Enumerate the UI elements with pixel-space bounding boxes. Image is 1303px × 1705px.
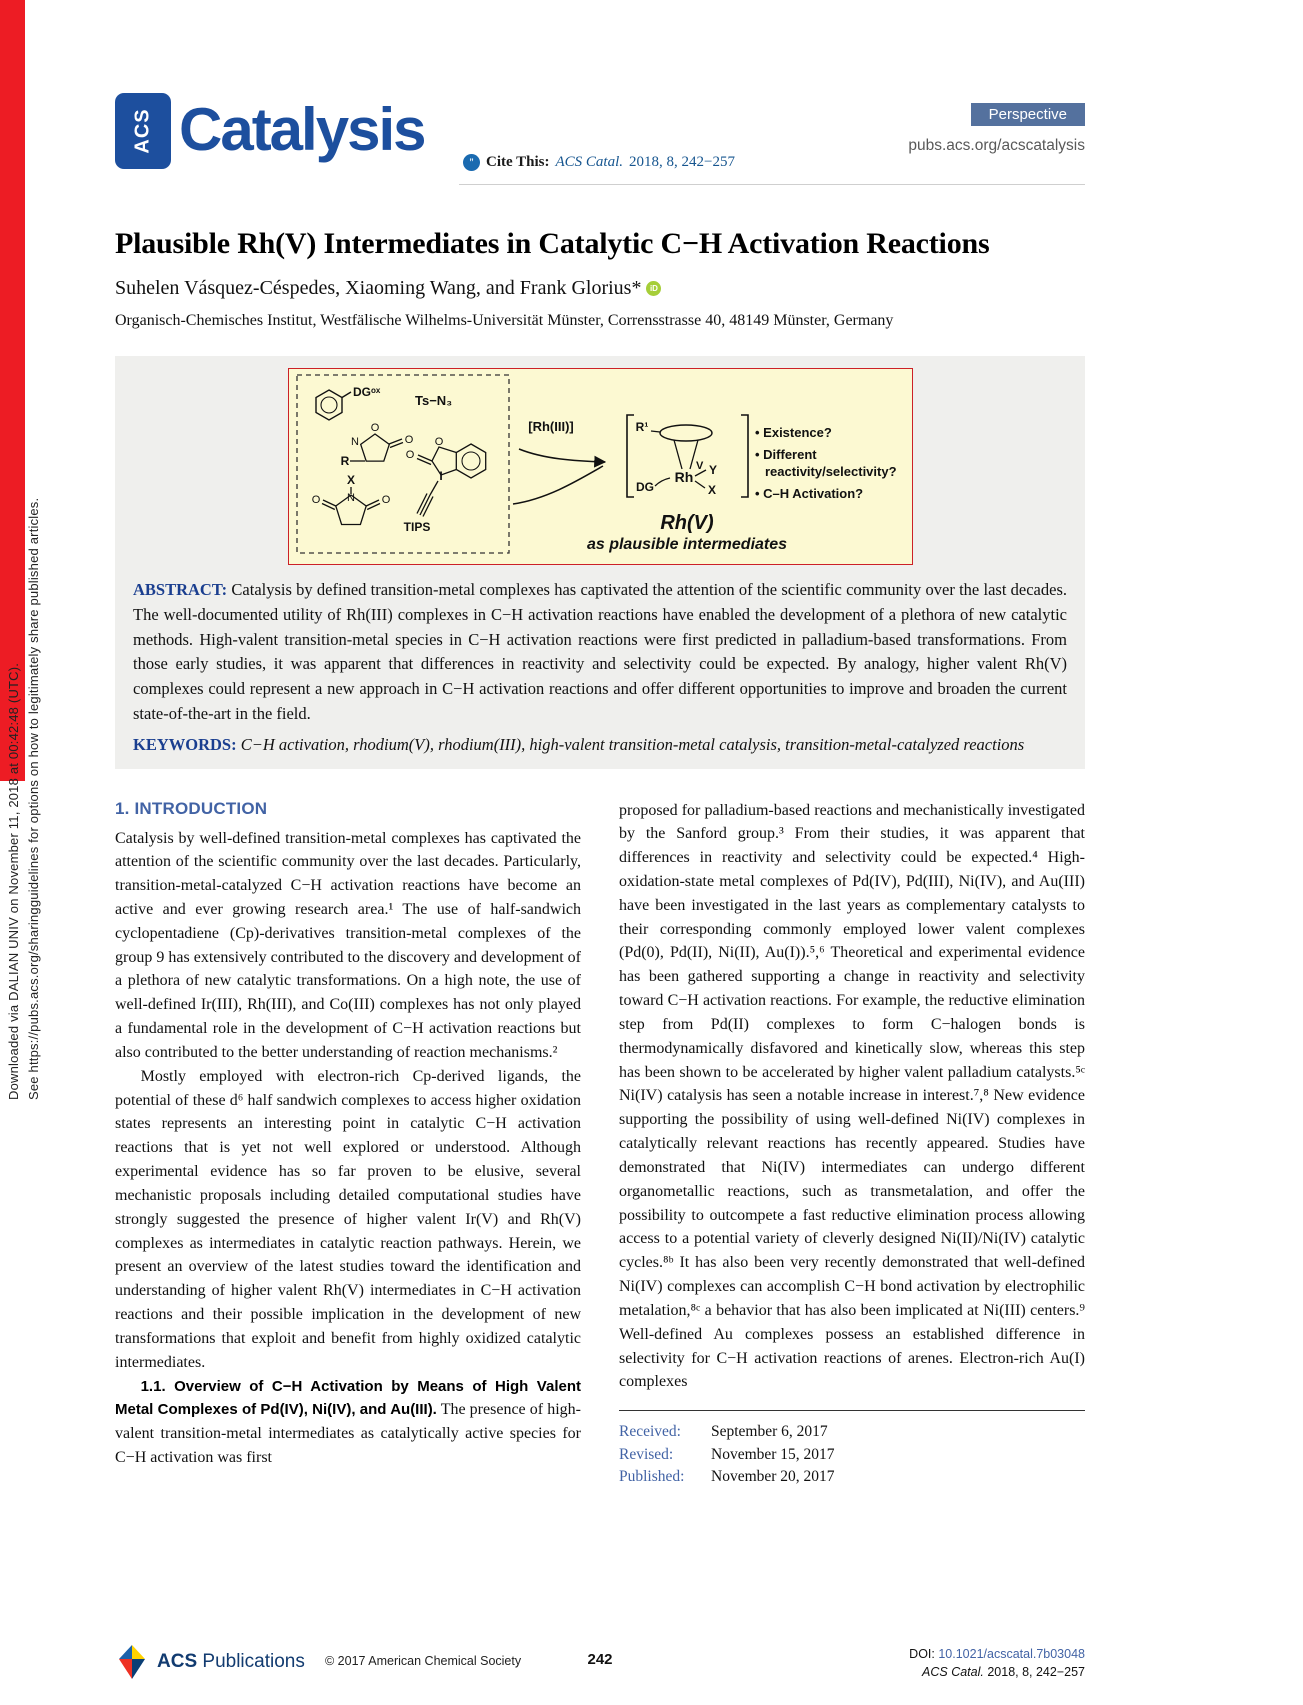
- doi-block: [909, 1646, 1085, 1681]
- ref-journal: ACS Catal.: [922, 1664, 984, 1679]
- published-date: November 20, 2017: [711, 1468, 835, 1486]
- intro-paragraph-2: Mostly employed with electron-rich Cp-derived ligands, the potential of these d⁶ half sandwich complexes to access higher oxidation states represents an interesting point in catalytic C−H activation reactions that is yet not well explored or understood. Although experimental evidence has so far proven to be elusive, several mechanistic proposals including detailed computational studies have strongly suggested the presence of higher valent Ir(V) and Rh(V) complexes as intermediates in catalytic reaction pathways. Herein, we present an overview of the latest studies toward the identification and understanding of higher valent Rh(V) intermediates in C−H activation reactions and their possible implication in the development of new transformations that exploit and benefit from highly oxidized catalytic intermediates.: [115, 1067, 581, 1371]
- y-ligand-label: Y: [708, 463, 717, 477]
- benziodoxole-ring: [456, 444, 485, 478]
- cite-this-link[interactable]: [463, 154, 735, 171]
- article-body: [115, 799, 1085, 1489]
- dg-ligand-label: DG: [635, 480, 654, 494]
- oxygen-label: O: [405, 449, 414, 461]
- abstract-panel: [115, 356, 1085, 769]
- oxygen-label: O: [381, 494, 390, 506]
- publisher-name: ACS Publications: [157, 1651, 305, 1672]
- graphical-abstract-box: [288, 368, 913, 565]
- received-date: September 6, 2017: [711, 1423, 828, 1441]
- reaction-arrow-branch: [513, 466, 603, 504]
- iodine-label: I: [438, 469, 443, 483]
- nitrogen-label: N: [346, 492, 355, 504]
- keywords-label: KEYWORDS:: [133, 734, 237, 754]
- benzene-ring: [316, 390, 342, 420]
- journal-logo: [115, 93, 425, 169]
- oxygen-label: O: [370, 422, 379, 434]
- journal-ref-line: [909, 1664, 1085, 1682]
- left-column: [115, 799, 581, 1489]
- header-divider: [459, 184, 1085, 185]
- cite-journal-abbrev: ACS Catal.: [555, 154, 623, 170]
- right-bracket: [741, 415, 748, 497]
- bullet-reactivity: reactivity/selectivity?: [764, 464, 897, 479]
- tips-label: TIPS: [403, 520, 430, 534]
- rh-center-label: Rh: [674, 469, 693, 485]
- right-column: [619, 799, 1085, 1489]
- x-group-label: X: [346, 473, 355, 487]
- sharing-guidelines-stamp: See https://pubs.acs.org/sharingguidelines for options on how to legitimately share published articles.: [26, 497, 41, 1100]
- section-heading-introduction: 1. INTRODUCTION: [115, 798, 268, 818]
- published-label: Published:: [619, 1468, 685, 1486]
- left-bracket: [627, 415, 634, 497]
- acs-logo-text: ACS: [131, 108, 154, 154]
- intro-paragraph-1: Catalysis by well-defined transition-metal complexes has captivated the attention of the scientific community over the last decades. Particularly, transition-metal-catalyzed C−H activation reactions have become an active and ever growing research area.¹ The use of half-sandwich cyclopentadiene (Cp)-derivatives transition-metal complexes of the group 9 has extensively contributed to the discovery and development of a plethora of new catalytic transformations. On a high note, the use of well-defined Ir(III), Rh(III), and Co(III) complexes has not only played a fundamental role in the development of C−H activation reactions but also contributed to the better understanding of reaction mechanisms.²: [115, 829, 581, 1061]
- page-footer: [115, 1642, 1085, 1690]
- abstract-paragraph: [133, 578, 1067, 727]
- body-paragraph-col2: proposed for palladium-based reactions and mechanistically investigated by the Sanford group.³ From their studies, it was apparent that differences in reactivity and selectivity could be expected.⁴ High-oxidation-state metal complexes of Pd(IV), Pd(III), Ni(IV), and Au(III) have been investigated in the last years as complementary catalysts to their corresponding commonly employed lower valent complexes (Pd(0), Pd(II), Ni(II), Au(I)).⁵,⁶ Theoretical and experimental evidence has been gathered supporting a change in reactivity and selectivity toward C−H activation reactions. For example, the reductive elimination step from Pd(II) complexes to form C−halogen bonds is thermodynamically disfavored and kinetically slow, whereas this step has been shown to be accelerated by higher valent palladium catalysts.⁵ᶜ Ni(IV) catalysis has seen a notable increase in interest.⁷,⁸ New evidence supporting the possibility of using well-defined Ni(IV) complexes in catalytically relevant reactions has recently appeared. Studies have demonstrated that Ni(IV) intermediates can undergo different organometallic reactions, such as transmetalation, and offer the possibility to outcompete a fast reductive elimination process allowing access to a potential variety of cleverly designed Ni(II)/Ni(IV) catalytic cycles.⁸ᵇ It has also been very recently demonstrated that well-defined Ni(IV) complexes can accomplish C−H bond activation by electrophilic metalation,⁸ᶜ a behavior that has also been implicated at Ni(III) centers.⁹ Well-defined Au complexes possess an established difference in selectivity for C−H activation reactions of arenes. Electron-rich Au(I) complexes: [619, 801, 1085, 1391]
- affiliation-line: Organisch-Chemisches Institut, Westfälische Wilhelms-Universität Münster, Corrensstrasse 40, 48149 Münster, Germany: [115, 312, 894, 329]
- subsection-heading-1-1: 1.1. Overview of C−H Activation by Means of High Valent Metal Complexes of Pd(IV), Ni(IV), and Au(III).: [115, 1377, 581, 1419]
- dates-divider: [619, 1410, 1085, 1411]
- reaction-arrow: [519, 449, 605, 462]
- journal-name: Catalysis: [179, 96, 425, 163]
- subsection-text: The presence of high-valent transition-metal intermediates as catalytically active species for C−H activation was first: [115, 1401, 581, 1467]
- ref-citation: 2018, 8, 242−257: [983, 1664, 1085, 1679]
- cite-reference: 2018, 8, 242−257: [629, 154, 735, 170]
- revised-label: Revised:: [619, 1445, 674, 1463]
- cp-ring: [660, 425, 712, 441]
- page-number: 242: [587, 1651, 613, 1668]
- bullet-different: • Different: [754, 447, 817, 462]
- authors-line: [115, 277, 1085, 300]
- journal-url-link[interactable]: pubs.acs.org/acscatalysis: [908, 137, 1085, 154]
- rh-iii-catalyst-label: [Rh(III)]: [527, 419, 574, 434]
- dioxazolone-ring: [360, 434, 389, 461]
- abstract-label: ABSTRACT:: [133, 580, 228, 599]
- dg-ox-label: DGᵒˣ: [352, 385, 380, 399]
- download-stamp: Downloaded via DALIAN UNIV on November 11, 2018 at 00:42:48 (UTC).: [6, 662, 21, 1100]
- oxygen-label: O: [434, 436, 443, 448]
- oxygen-label: O: [311, 494, 320, 506]
- intro-paragraph-3: [115, 1375, 581, 1470]
- oxidation-state-label: V: [695, 460, 703, 472]
- doi-link[interactable]: 10.1021/acscatal.7b03048: [938, 1647, 1085, 1661]
- doi-line: [909, 1646, 1085, 1664]
- r1-label: R¹: [635, 420, 648, 434]
- x-ligand-label: X: [707, 483, 716, 497]
- received-label: Received:: [619, 1423, 681, 1441]
- journal-header: [115, 93, 1085, 185]
- orcid-icon[interactable]: iD: [646, 281, 661, 296]
- bullet-ch-activation: • C–H Activation?: [754, 486, 863, 501]
- copyright-notice: © 2017 American Chemical Society: [325, 1654, 522, 1668]
- r-group-label: R: [340, 454, 349, 468]
- published-row: [619, 1466, 1085, 1488]
- acs-logo-box: [115, 93, 171, 169]
- tosyl-azide-label: Ts−N₃: [414, 393, 452, 408]
- nitrogen-label: N: [350, 436, 359, 448]
- cite-icon: ”: [463, 154, 480, 171]
- page-content: [115, 0, 1085, 1489]
- oxygen-label: O: [404, 434, 413, 446]
- keywords-line: [133, 735, 1067, 755]
- abstract-text: Catalysis by defined transition-metal complexes has captivated the attention of the scientific community over the last decades. The well-documented utility of Rh(III) complexes in C−H activation reactions have enabled the development of a plethora of new catalytic methods. High-valent transition-metal species in C−H activation reactions were first predicted in palladium-based transformations. From those early studies, it was apparent that differences in reactivity and selectivity could be expected. By analogy, higher valent Rh(V) complexes could represent a new approach in C−H activation reactions and offer different opportunities to improve and broaden the current state-of-the-art in the field.: [133, 580, 1068, 723]
- received-row: [619, 1421, 1085, 1443]
- revised-date: November 15, 2017: [711, 1445, 835, 1463]
- keywords-text: C−H activation, rhodium(V), rhodium(III), high-valent transition-metal catalysis, transition-metal-catalyzed reactions: [240, 734, 1025, 754]
- author-names: Suhelen Vásquez-Céspedes, Xiaoming Wang, and Frank Glorius*: [115, 277, 642, 299]
- doi-label: DOI:: [909, 1647, 939, 1661]
- cite-this-label: Cite This:: [486, 154, 550, 170]
- caption-sub: as plausible intermediates: [586, 536, 787, 553]
- caption-rhv: Rh(V): [659, 512, 714, 534]
- article-type-badge: Perspective: [971, 103, 1085, 126]
- graphical-abstract-figure: [289, 369, 914, 559]
- bullet-existence: • Existence?: [754, 425, 832, 440]
- revised-row: [619, 1444, 1085, 1466]
- article-title: Plausible Rh(V) Intermediates in Catalytic C−H Activation Reactions: [115, 227, 990, 260]
